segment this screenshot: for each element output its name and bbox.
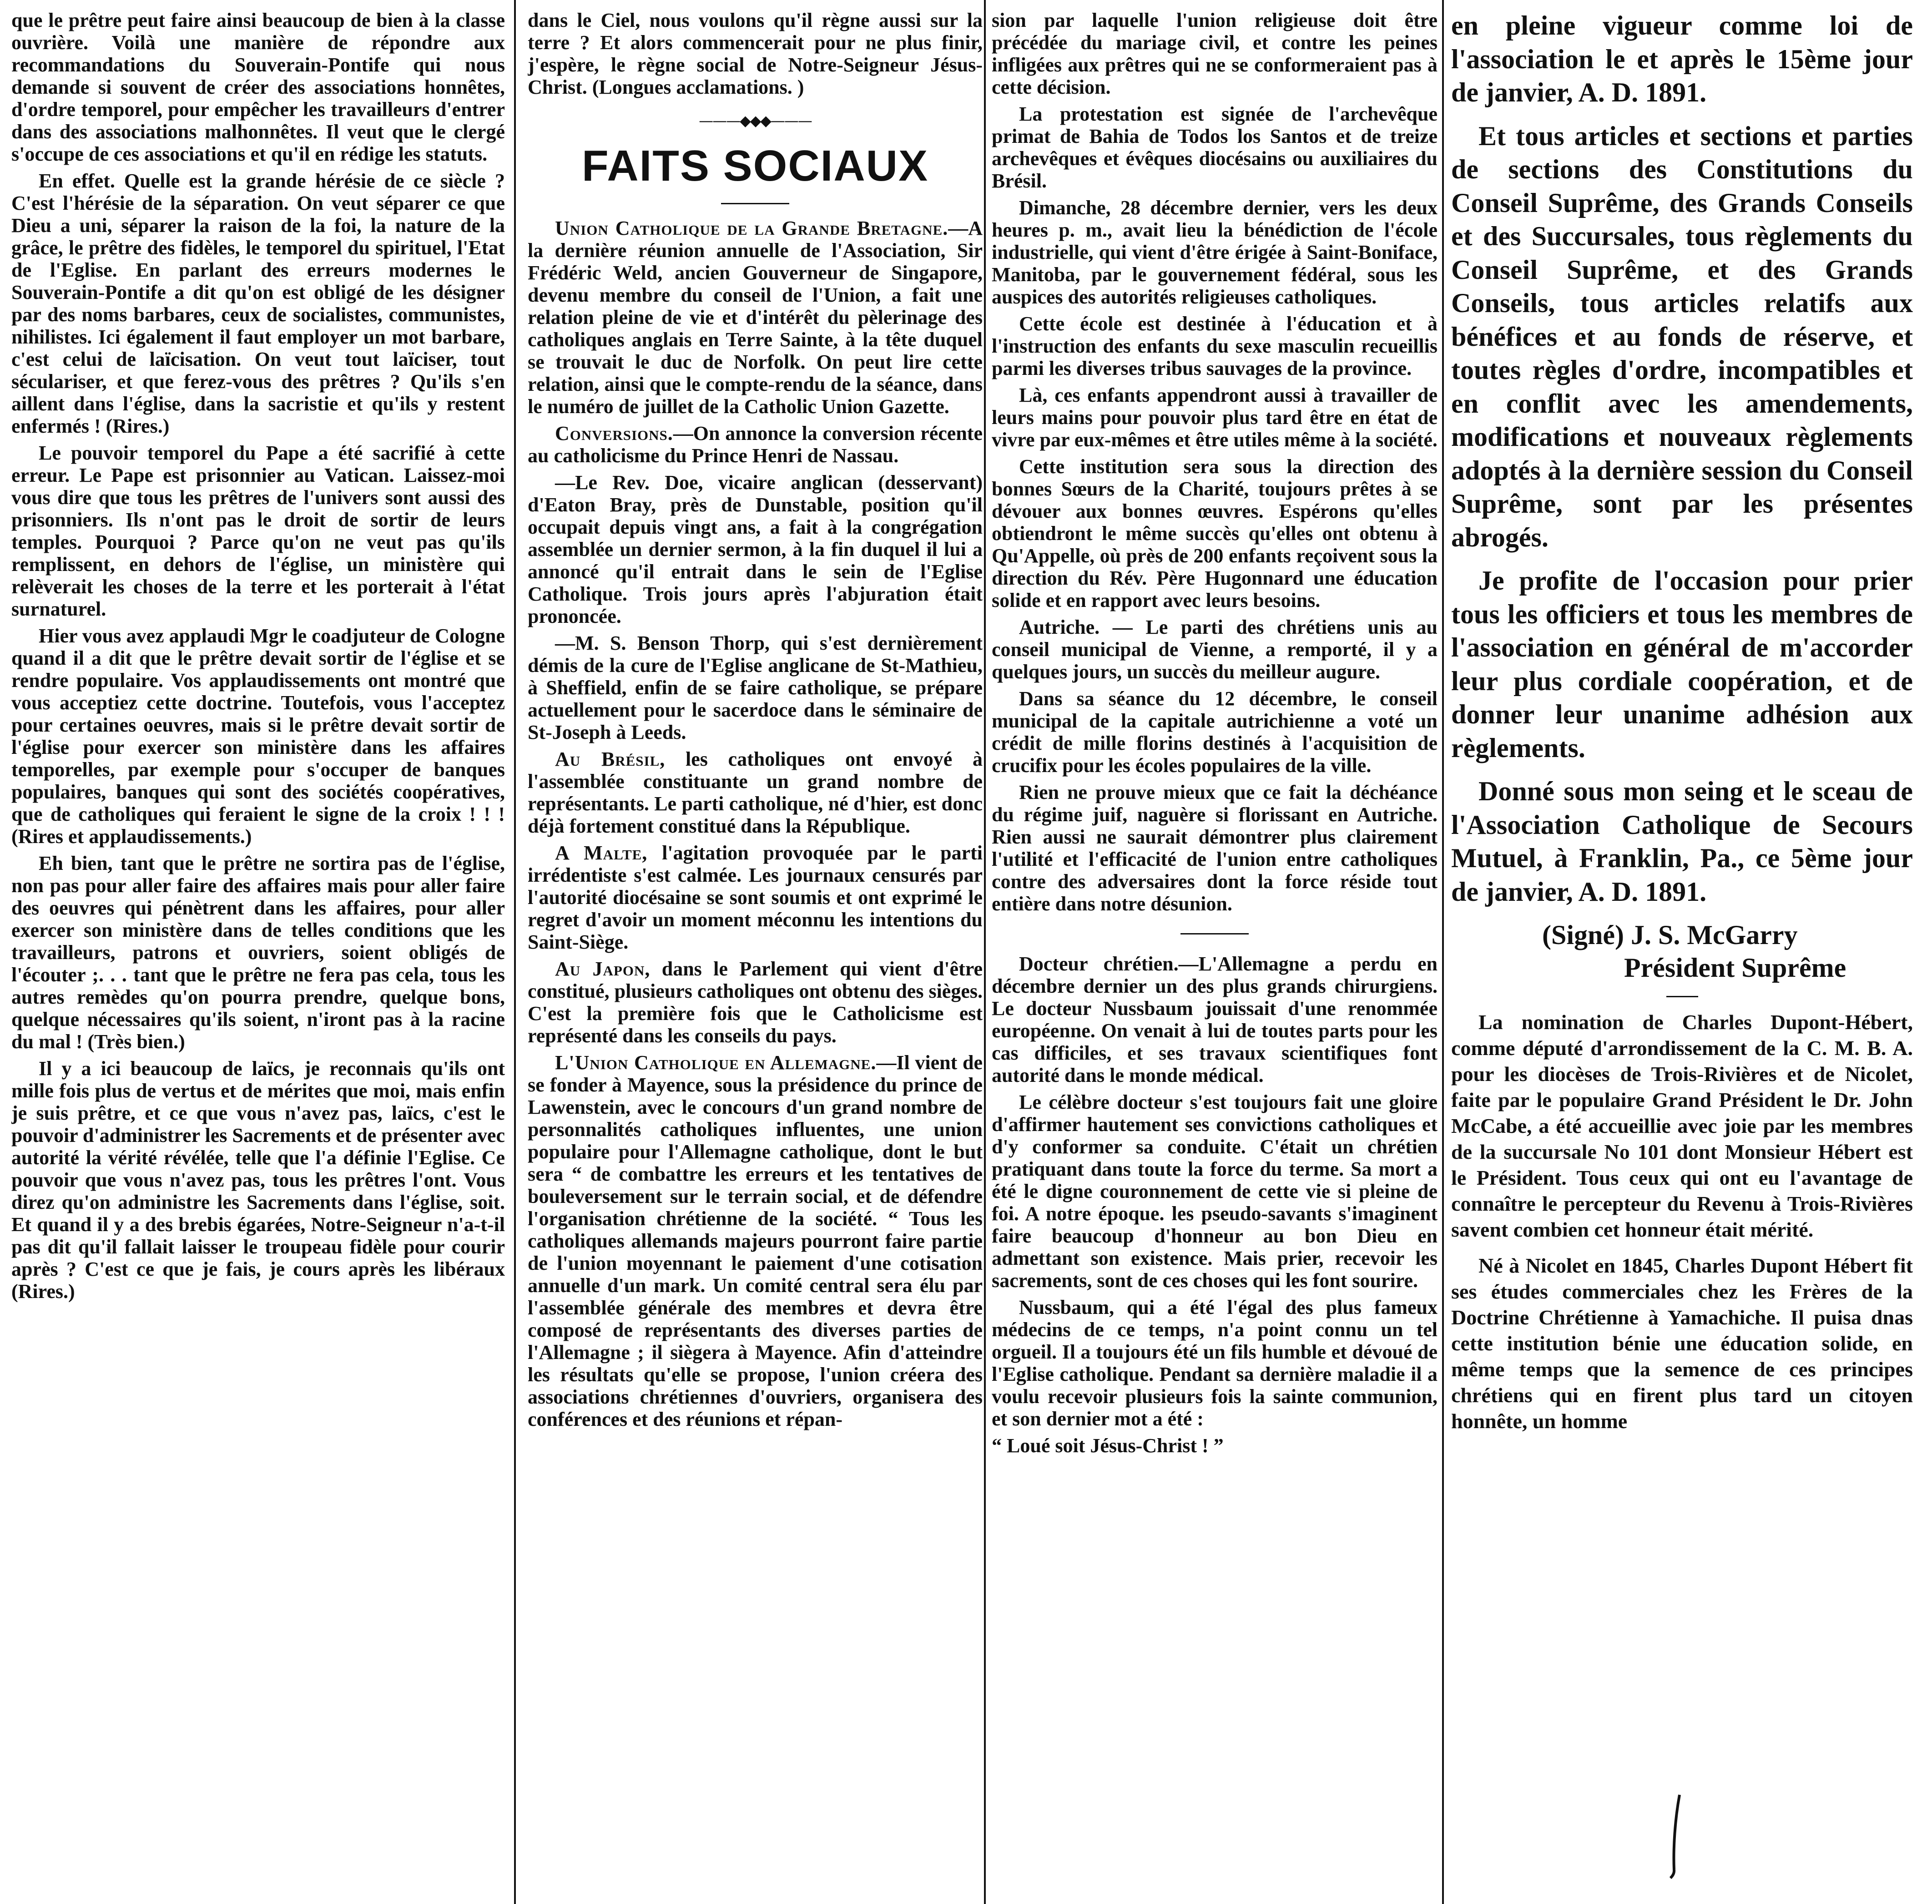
- paragraph: Eh bien, tant que le prêtre ne sortira pas de l'église, non pas pour aller faire des affaires mais pour aller faire des oeuvres qui pénètrent dans les affaires, pour aller exercer son ministère dans de telles conditions que les travailleurs, patrons et ouvriers, soient obligés de l'écouter ;. . . tant que le prêtre ne fera pas cela, tous les autres remèdes qu'on pourra prendre, quelque bons, quelque nécessaires qu'ils soient, n'iront pas à la racine du mal ! (Très bien.): [11, 852, 505, 1053]
- paragraph: Le pouvoir temporel du Pape a été sacrifié à cette erreur. Le Pape est prisonnier au Vatican. Laissez-moi vous dire que tous les prêtres de l'univers sont aussi des prisonniers. Ils n'ont pas le droit de sortir de leurs temples. Pourquoi ? Parce qu'on ne veut pas qu'ils remplissent, en dehors de l'église, un ministère qui relèverait les choses de la terre et les porterait à l'état surnaturel.: [11, 442, 505, 620]
- paragraph: Il y a ici beaucoup de laïcs, je reconnais qu'ils ont mille fois plus de vertus et de mérites que moi, mais enfin je suis prêtre, et ce que vous n'avez pas, laïcs, c'est le pouvoir d'administrer les Sacrements et de présenter avec autorité la vérité révélée, telle que l'a définie l'Eglise. Ce pouvoir que vous n'avez pas, tous les prêtres l'ont. Vous direz qu'on administre les Sacrements dans l'église, soit. Et quand il y a des brebis égarées, Notre-Seigneur n'a-t-il pas dit qu'il fallait laisser le troupeau fidèle pour courir après ? C'est ce que je fais, je cours après les libéraux (Rires.): [11, 1057, 505, 1303]
- paragraph: Rien ne prouve mieux que ce fait la déchéance du régime juif, naguère si florissant en Autriche. Rien aussi ne saurait démontrer plus clairement l'utilité et l'efficacité de l'union entre catholiques contre des adversaires dont la force réside tout entière dans notre désunion.: [992, 781, 1438, 915]
- paragraph: En effet. Quelle est la grande hérésie de ce siècle ? C'est l'hérésie de la séparation. On veut séparer ce que Dieu a uni, séparer la raison de la foi, la nature de la grâce, le prêtre des fidèles, le temporel du spirituel, l'Etat de l'Eglise. En parlant des erreurs modernes le Souverain-Pontife a dit qu'on est obligé de les désigner par des noms barbares, ceux de socialistes, communistes, nihilistes. Ici également il faut employer un mot barbare, c'est celui de laïcisation. On veut tout laïciser, tout séculariser, et que ferez-vous des prêtres ? Qu'ils s'en aillent dans l'église, dans la sacristie et qu'ils y restent enfermés ! (Rires.): [11, 170, 505, 437]
- news-item: [528, 217, 983, 418]
- news-item: [528, 422, 983, 467]
- news-item: [528, 1051, 983, 1430]
- news-item-lead: Union Catholique de la Grande Bretagne.: [555, 217, 948, 239]
- paragraph: Hier vous avez applaudi Mgr le coadjuteur de Cologne quand il a dit que le prêtre devait sortir de l'église et se rendre populaire. Vos applaudissements ont montré que vous acceptiez cette doctrine. Toutefois, vous l'acceptez pour certaines oeuvres, mais si le prêtre devait sortir de l'église pour exercer son ministère dans les affaires temporelles, par exemple pour s'occuper de banques populaires, banques qui sont des sociétés coopératives, que de catholiques qui feraient le signe de la croix ! ! ! (Rires et applaudissements.): [11, 625, 505, 848]
- paragraph: Cette institution sera sous la direction des bonnes Sœurs de la Charité, toujours prêtes à se dévouer aux bonnes œuvres. Espérons qu'elles obtiendront le même succès qu'elles ont obtenu à Qu'Appelle, où près de 200 enfants reçoivent sous la direction du Rév. Père Hugonnard une éducation solide et en rapport avec leurs besoins.: [992, 455, 1438, 611]
- paragraph: Cette école est destinée à l'éducation et à l'instruction des enfants du sexe masculin recueillis parmi les diverses tribus sauvages de la province.: [992, 313, 1438, 379]
- paragraph: Le célèbre docteur s'est toujours fait une gloire d'affirmer hautement ses convictions catholiques et d'y conformer sa conduite. C'était un chrétien pratiquant dans toute la force du terme. Sa mort a été le digne couronnement de cette vie si pleine de foi. A notre époque. les pseudo-savants s'imaginent faire beaucoup d'honneur au bon Dieu en admettant son existence. Mais prier, recevoir les sacrements, sont de ces choses qui les font sourire.: [992, 1091, 1438, 1292]
- column-rule: [1442, 0, 1444, 1904]
- paragraph: Docteur chrétien.—L'Allemagne a perdu en décembre dernier un des plus grands chirurgiens. Le docteur Nussbaum jouissait d'une renommée européenne. On venait à lui de toutes parts pour les cas difficiles, et ses travaux scientifiques font autorité dans le monde médical.: [992, 953, 1438, 1086]
- paragraph: Et tous articles et sections et parties de sections des Constitutions du Conseil Suprême, des Grands Conseils et des Succursales, tous règlements du Conseil Suprême, et des Grands Conseils, tous articles relatifs aux bénéfices et au fonds de réserve, et toutes règles d'ordre, incompatibles et en conflit avec les amendements, modifications et nouveaux règlements adoptés à la dernière session du Conseil Suprême, sont par les présentes abrogés.: [1451, 121, 1913, 552]
- news-item: [528, 632, 983, 743]
- news-item-lead: L'Union Catholique en Allemagne.: [555, 1051, 877, 1074]
- signature-title: Président Suprême: [1624, 953, 1846, 983]
- section-ornament: ———◆◆◆———: [699, 112, 812, 129]
- paragraph: que le prêtre peut faire ainsi beaucoup de bien à la classe ouvrière. Voilà une manière de répondre aux recommandations du Souverain-Pontife qui nous demande si souvent de créer des associations honnêtes, d'ordre temporel, pour empêcher les travailleurs d'entrer dans des associations malhonnêtes. Il veut que le clergé s'occupe de ces associations et qu'il en rédige les statuts.: [11, 9, 505, 165]
- news-item-lead: Au Brésil,: [555, 748, 666, 770]
- paragraph: Né à Nicolet en 1845, Charles Dupont Hébert fit ses études commerciales chez les Frères de la Doctrine Chrétienne à Yamachiche. Il puisa dnas cette institution bénie une éducation solide, en même temps que la semence de ces principes chrétiens qui en firent plus tard un citoyen honnête, un homme: [1451, 1254, 1913, 1433]
- divider: [1180, 933, 1249, 934]
- column-1: [11, 9, 505, 1904]
- paragraph: en pleine vigueur comme loi de l'association le et après le 15ème jour de janvier, A. D. 1891.: [1451, 10, 1913, 107]
- news-item-text: —Il vient de se fonder à Mayence, sous la présidence du prince de Lawenstein, avec le concours d'un grand nombre de personnalités catholiques influentes, une union populaire pour l'Allemagne catholique, dont le but sera “ de combattre les erreurs et les tentatives de bouleversement sur le terrain social, et de défendre l'organisation chrétienne de la société. “ Tous les catholiques allemands majeurs pourront faire partie de l'union moyennant le paiement d'une cotisation annuelle d'un mark. Un comité central sera élu par l'assemblée générale des membres et devra être composé de représentants des diverses parties de l'Allemagne ; il siègera à Mayence. Afin d'atteindre les résultats qu'elle se propose, l'union créera des associations chrétiennes d'ouvriers, organisera des conférences et des réunions et répan-: [528, 1051, 983, 1430]
- paragraph: La nomination de Charles Dupont-Hébert, comme député d'arrondissement de la C. M. B. A. pour les diocèses de Trois-Rivières et de Nicolet, faite par le populaire Grand Président le Dr. John McCabe, a été accueillie avec joie par les membres de la succursale No 101 dont Monsieur Hébert est le Président. Tous ceux qui ont eu l'avantage de connaître le percepteur du Revenu à Trois-Rivières savent combien cet honneur était mérité.: [1451, 1010, 1913, 1241]
- divider: [1666, 996, 1698, 997]
- news-item-text: —A la dernière réunion annuelle de l'Association, Sir Frédéric Weld, ancien Gouverneur de Singapore, devenu membre du conseil de l'Union, a fait une relation pleine de vie et d'intérêt du pèlerinage des catholiques anglais en Terre Sainte, à la tête duquel se trouvait le duc de Norfolk. On peut lire cette relation, ainsi que le compte-rendu de la séance, dans le numéro de juillet de la Catholic Union Gazette.: [528, 217, 983, 418]
- news-item-text: —On annonce la conversion récente au catholicisme du Prince Henri de Nassau.: [528, 422, 983, 467]
- news-item-text: —Le Rev. Doe, vicaire anglican (desservant) d'Eaton Bray, près de Dunstable, position qu'il occupait depuis vingt ans, a fait à la congrégation assemblée un dernier sermon, à la fin duquel il lui a annoncé qu'il entrait dans le sein de l'Eglise Catholique. Trois jours après l'abjuration était prononcée.: [528, 471, 983, 627]
- signature-name: (Signé) J. S. McGarry: [1542, 920, 1798, 950]
- paragraph: Nussbaum, qui a été l'égal des plus fameux médecins de ce temps, n'a point connu un tel orgueil. Il a toujours été un fils humble et dévoué de l'Eglise catholique. Pendant sa dernière maladie il a voulu recevoir plusieurs fois la sainte communion, et son dernier mot a été :: [992, 1296, 1438, 1430]
- paragraph: Autriche. — Le parti des chrétiens unis au conseil municipal de Vienne, a remporté, il y a quelques jours, un succès du meilleur augure.: [992, 616, 1438, 683]
- news-item-text: les catholiques ont envoyé à l'assemblée constituante un grand nombre de représentants. Le parti catholique, né d'hier, est donc déjà fortement constitué dans la République.: [528, 748, 983, 837]
- news-item: [528, 471, 983, 627]
- section-title: FAITS SOCIAUX: [581, 141, 929, 190]
- news-item-text: l'agitation provoquée par le parti irrédentiste s'est calmée. Les journaux censurés par l'autorité diocésaine se sont soumis et ont exprimé le regret d'avoir un moment méconnu les intentions du Saint-Siège.: [528, 842, 983, 953]
- news-item-lead: Au Japon,: [555, 958, 651, 980]
- news-item-lead: A Malte,: [555, 842, 648, 864]
- divider: [721, 203, 789, 204]
- paragraph: La protestation est signée de l'archevêque primat de Bahia de Todos los Santos et de treize archevêques et évêques diocésains ou auxiliaires du Brésil.: [992, 103, 1438, 192]
- news-item-lead: Conversions.: [555, 422, 673, 444]
- column-rule: [984, 0, 986, 1904]
- column-3: [992, 9, 1438, 1904]
- news-item-text: —M. S. Benson Thorp, qui s'est dernièrement démis de la cure de l'Eglise anglicane de St-Mathieu, à Sheffield, enfin de se faire catholique, se prépare actuellement pour le sacerdoce dans le séminaire de St-Joseph à Leeds.: [528, 632, 983, 743]
- paragraph: Là, ces enfants appendront aussi à travailler de leurs mains pour pouvoir plus tard être en état de vivre par eux-mêmes et être utiles même à la société.: [992, 384, 1438, 451]
- paragraph: Donné sous mon seing et le sceau de l'Association Catholique de Secours Mutuel, à Franklin, Pa., ce 5ème jour de janvier, A. D. 1891.: [1451, 776, 1913, 907]
- paragraph: Dans sa séance du 12 décembre, le conseil municipal de la capitale autrichienne a voté un crédit de mille florins destinés à l'acquisition de crucifix pour les écoles populaires de la ville.: [992, 687, 1438, 777]
- paragraph: dans le Ciel, nous voulons qu'il règne aussi sur la terre ? Et alors commencerait pour ne plus finir, j'espère, le règne social de Notre-Seigneur Jésus-Christ. (Longues acclamations. ): [528, 9, 983, 98]
- news-item-text: dans le Parlement qui vient d'être constitué, plusieurs catholiques ont obtenu des sièges. C'est la première fois que le Catholicisme est représenté dans les conseils du pays.: [528, 958, 983, 1047]
- paragraph: Dimanche, 28 décembre dernier, vers les deux heures p. m., avait lieu la bénédiction de l'école industrielle, qui vient d'être érigée à Saint-Boniface, Manitoba, par le gouvernement fédéral, sous les auspices des autorités religieuses catholiques.: [992, 197, 1438, 308]
- news-item: [528, 842, 983, 953]
- quote: “ Loué soit Jésus-Christ ! ”: [992, 1434, 1224, 1457]
- paragraph: Je profite de l'occasion pour prier tous les officiers et tous les membres de l'association en général de m'accorder leur plus cordiale coopération, et de donner leur unanime adhésion aux règlements.: [1451, 566, 1913, 763]
- column-2: [528, 9, 983, 1904]
- news-item: [528, 958, 983, 1047]
- column-rule: [514, 0, 516, 1904]
- column-4: [1451, 9, 1913, 1904]
- paragraph: sion par laquelle l'union religieuse doit être précédée du mariage civil, et contre les peines infligées aux prêtres qui ne se conformeraient pas à cette décision.: [992, 9, 1438, 98]
- news-item: [528, 748, 983, 837]
- ink-mark: [1670, 1793, 1683, 1879]
